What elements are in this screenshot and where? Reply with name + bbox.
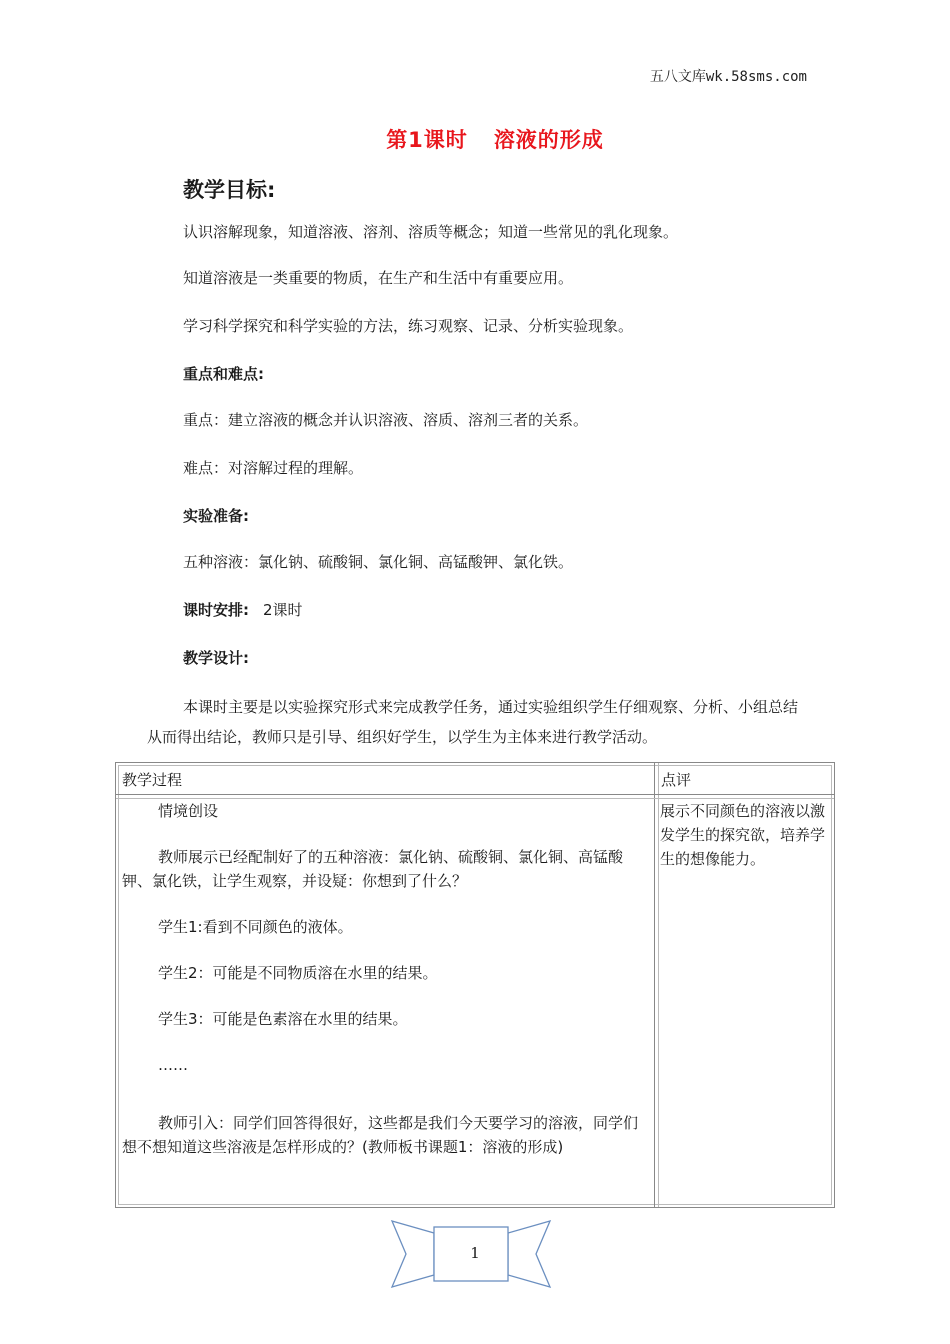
process-line: 学生1:看到不同颜色的液体。: [158, 918, 353, 936]
lesson-label: 第1课时: [386, 128, 468, 152]
page-title: [0, 124, 950, 154]
process-line: 学生3：可能是色素溶在水里的结果。: [158, 1010, 408, 1028]
process-line: 教师展示已经配制好了的五种溶液：氯化钠、硫酸铜、氯化铜、高锰酸钾、氯化铁，让学生观察，并设疑：你想到了什么？: [122, 848, 624, 890]
design-text: 本课时主要是以实验探究形式来完成教学任务，通过实验组织学生仔细观察、分析、小组总结从而得出结论，教师只是引导、组织好学生，以学生为主体来进行教学活动。: [147, 698, 799, 746]
schedule-label: 课时安排:: [183, 601, 249, 619]
process-line: 学生2：可能是不同物质溶在水里的结果。: [158, 964, 438, 982]
objective-2: 知道溶液是一类重要的物质，在生产和生活中有重要应用。: [183, 269, 574, 287]
objective-1: 认识溶解现象，知道溶液、溶剂、溶质等概念；知道一些常见的乳化现象。: [183, 223, 679, 241]
ribbon-left: [392, 1221, 434, 1287]
header-comment: 点评: [661, 771, 692, 789]
objective-3: 学习科学探究和科学实验的方法，练习观察、记录、分析实验现象。: [183, 317, 634, 335]
key-difficulty: 难点：对溶解过程的理解。: [183, 459, 364, 477]
column-divider: [654, 763, 655, 1207]
schedule-line: [183, 600, 303, 620]
lesson-table: [115, 762, 835, 1208]
prep-text: 五种溶液：氯化钠、硫酸铜、氯化铜、高锰酸钾、氯化铁。: [183, 553, 574, 571]
objectives-heading: 教学目标:: [183, 178, 276, 202]
comment-cell: 展示不同颜色的溶液以激发学生的探究欲，培养学生的想像能力。: [660, 802, 826, 868]
process-line: 情境创设: [158, 802, 219, 820]
header-process: 教学过程: [122, 771, 183, 789]
column-divider-inner: [658, 763, 659, 1207]
process-cell: [122, 799, 652, 1159]
key-focus: 重点：建立溶液的概念并认识溶液、溶质、溶剂三者的关系。: [183, 411, 589, 429]
key-points-heading: 重点和难点:: [183, 365, 264, 383]
design-heading: 教学设计:: [183, 649, 249, 667]
page-number: 1: [470, 1244, 480, 1262]
process-line: 教师引入：同学们回答得很好，这些都是我们今天要学习的溶液，同学们想不想知道这些溶液是怎样形成的？(教师板书课题1：溶液的形成): [122, 1114, 639, 1156]
header-divider: [116, 794, 834, 795]
lesson-topic: 溶液的形成: [493, 128, 604, 152]
schedule-value: 2课时: [263, 601, 303, 619]
watermark: 五八文库wk.58sms.com: [649, 69, 807, 85]
prep-heading: 实验准备:: [183, 507, 249, 525]
process-line: ……: [158, 1056, 188, 1074]
